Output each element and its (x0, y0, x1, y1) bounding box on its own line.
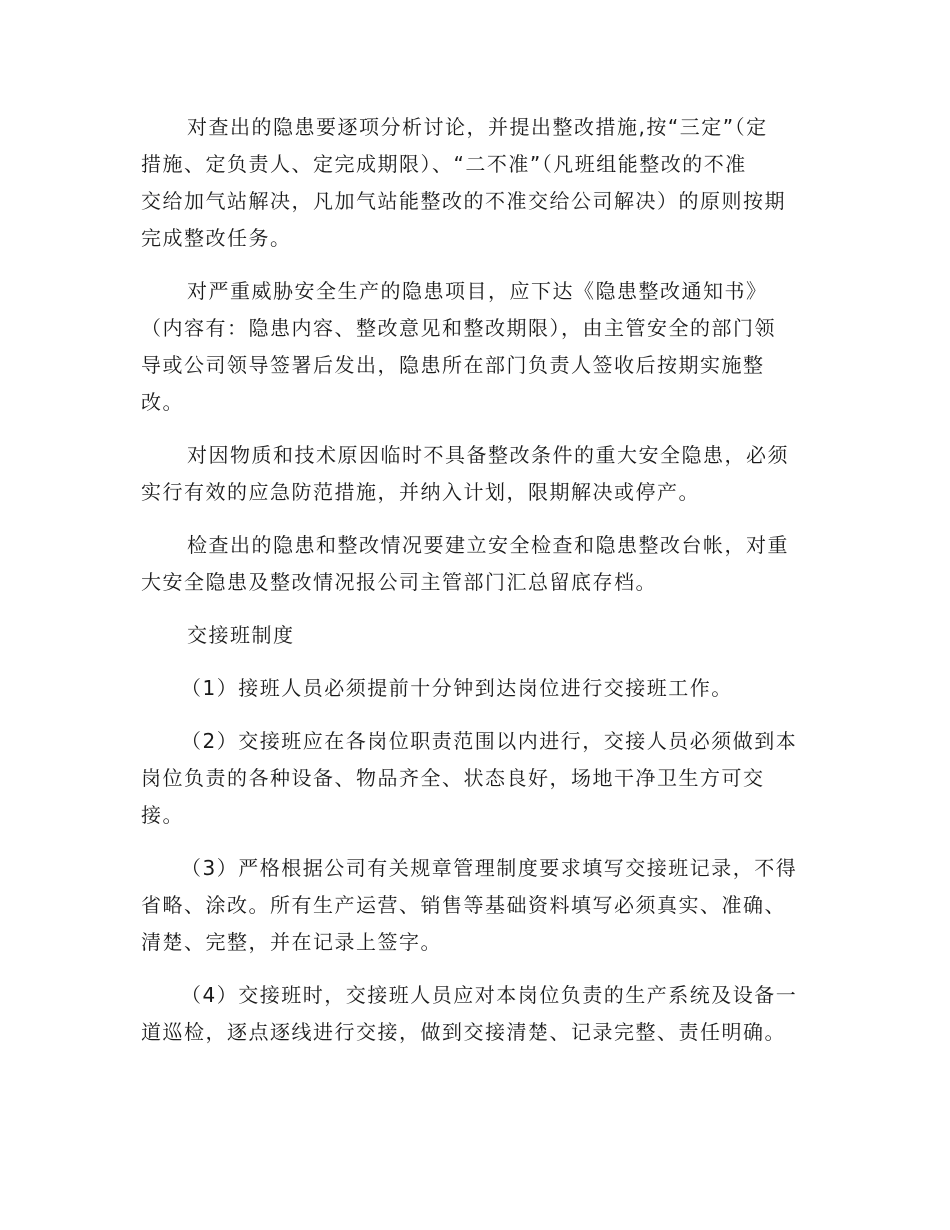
document-page (141, 109, 811, 1067)
list-item-1: （1）接班人员必须提前十分钟到达岗位进行交接班工作。 (181, 676, 733, 700)
paragraph-rectification-measures: 对查出的隐患要逐项分析讨论，并提出整改措施,按“三定”（定 措施、定负责人、定完成期限）、“二不准”（凡班组能整改的不准 交给加气站解决，凡加气站能整改的不准交给公司解决）的原则按期 完成整改任务。 (141, 115, 786, 250)
paragraph-ledger: 检查出的隐患和整改情况要建立安全检查和隐患整改台帐，对重 大安全隐患及整改情况报公司主管部门汇总留底存档。 (141, 533, 789, 594)
list-item-4: （4）交接班时，交接班人员应对本岗位负责的生产系统及设备一 道巡检，逐点逐线进行交接，做到交接清楚、记录完整、责任明确。 (141, 983, 798, 1044)
paragraph-rectification-notice: 对严重威胁安全生产的隐患项目，应下达《隐患整改通知书》 （内容有：隐患内容、整改意见和整改期限），由主管安全的部门领 导或公司领导签署后发出，隐患所在部门负责人签收后按期实施整 改。 (141, 279, 776, 414)
section-title: 交接班制度 (187, 623, 295, 647)
list-item-2: （2）交接班应在各岗位职责范围以内进行，交接人员必须做到本 岗位负责的各种设备、物品齐全、状态良好，场地干净卫生方可交 接。 (141, 729, 798, 827)
list-item-3: （3）严格根据公司有关规章管理制度要求填写交接班记录，不得 省略、涂改。所有生产运营、销售等基础资料填写必须真实、准确、 清楚、完整，并在记录上签字。 (141, 856, 798, 954)
paragraph-emergency-measures: 对因物质和技术原因临时不具备整改条件的重大安全隐患，必须 实行有效的应急防范措施，并纳入计划，限期解决或停产。 (141, 443, 789, 504)
